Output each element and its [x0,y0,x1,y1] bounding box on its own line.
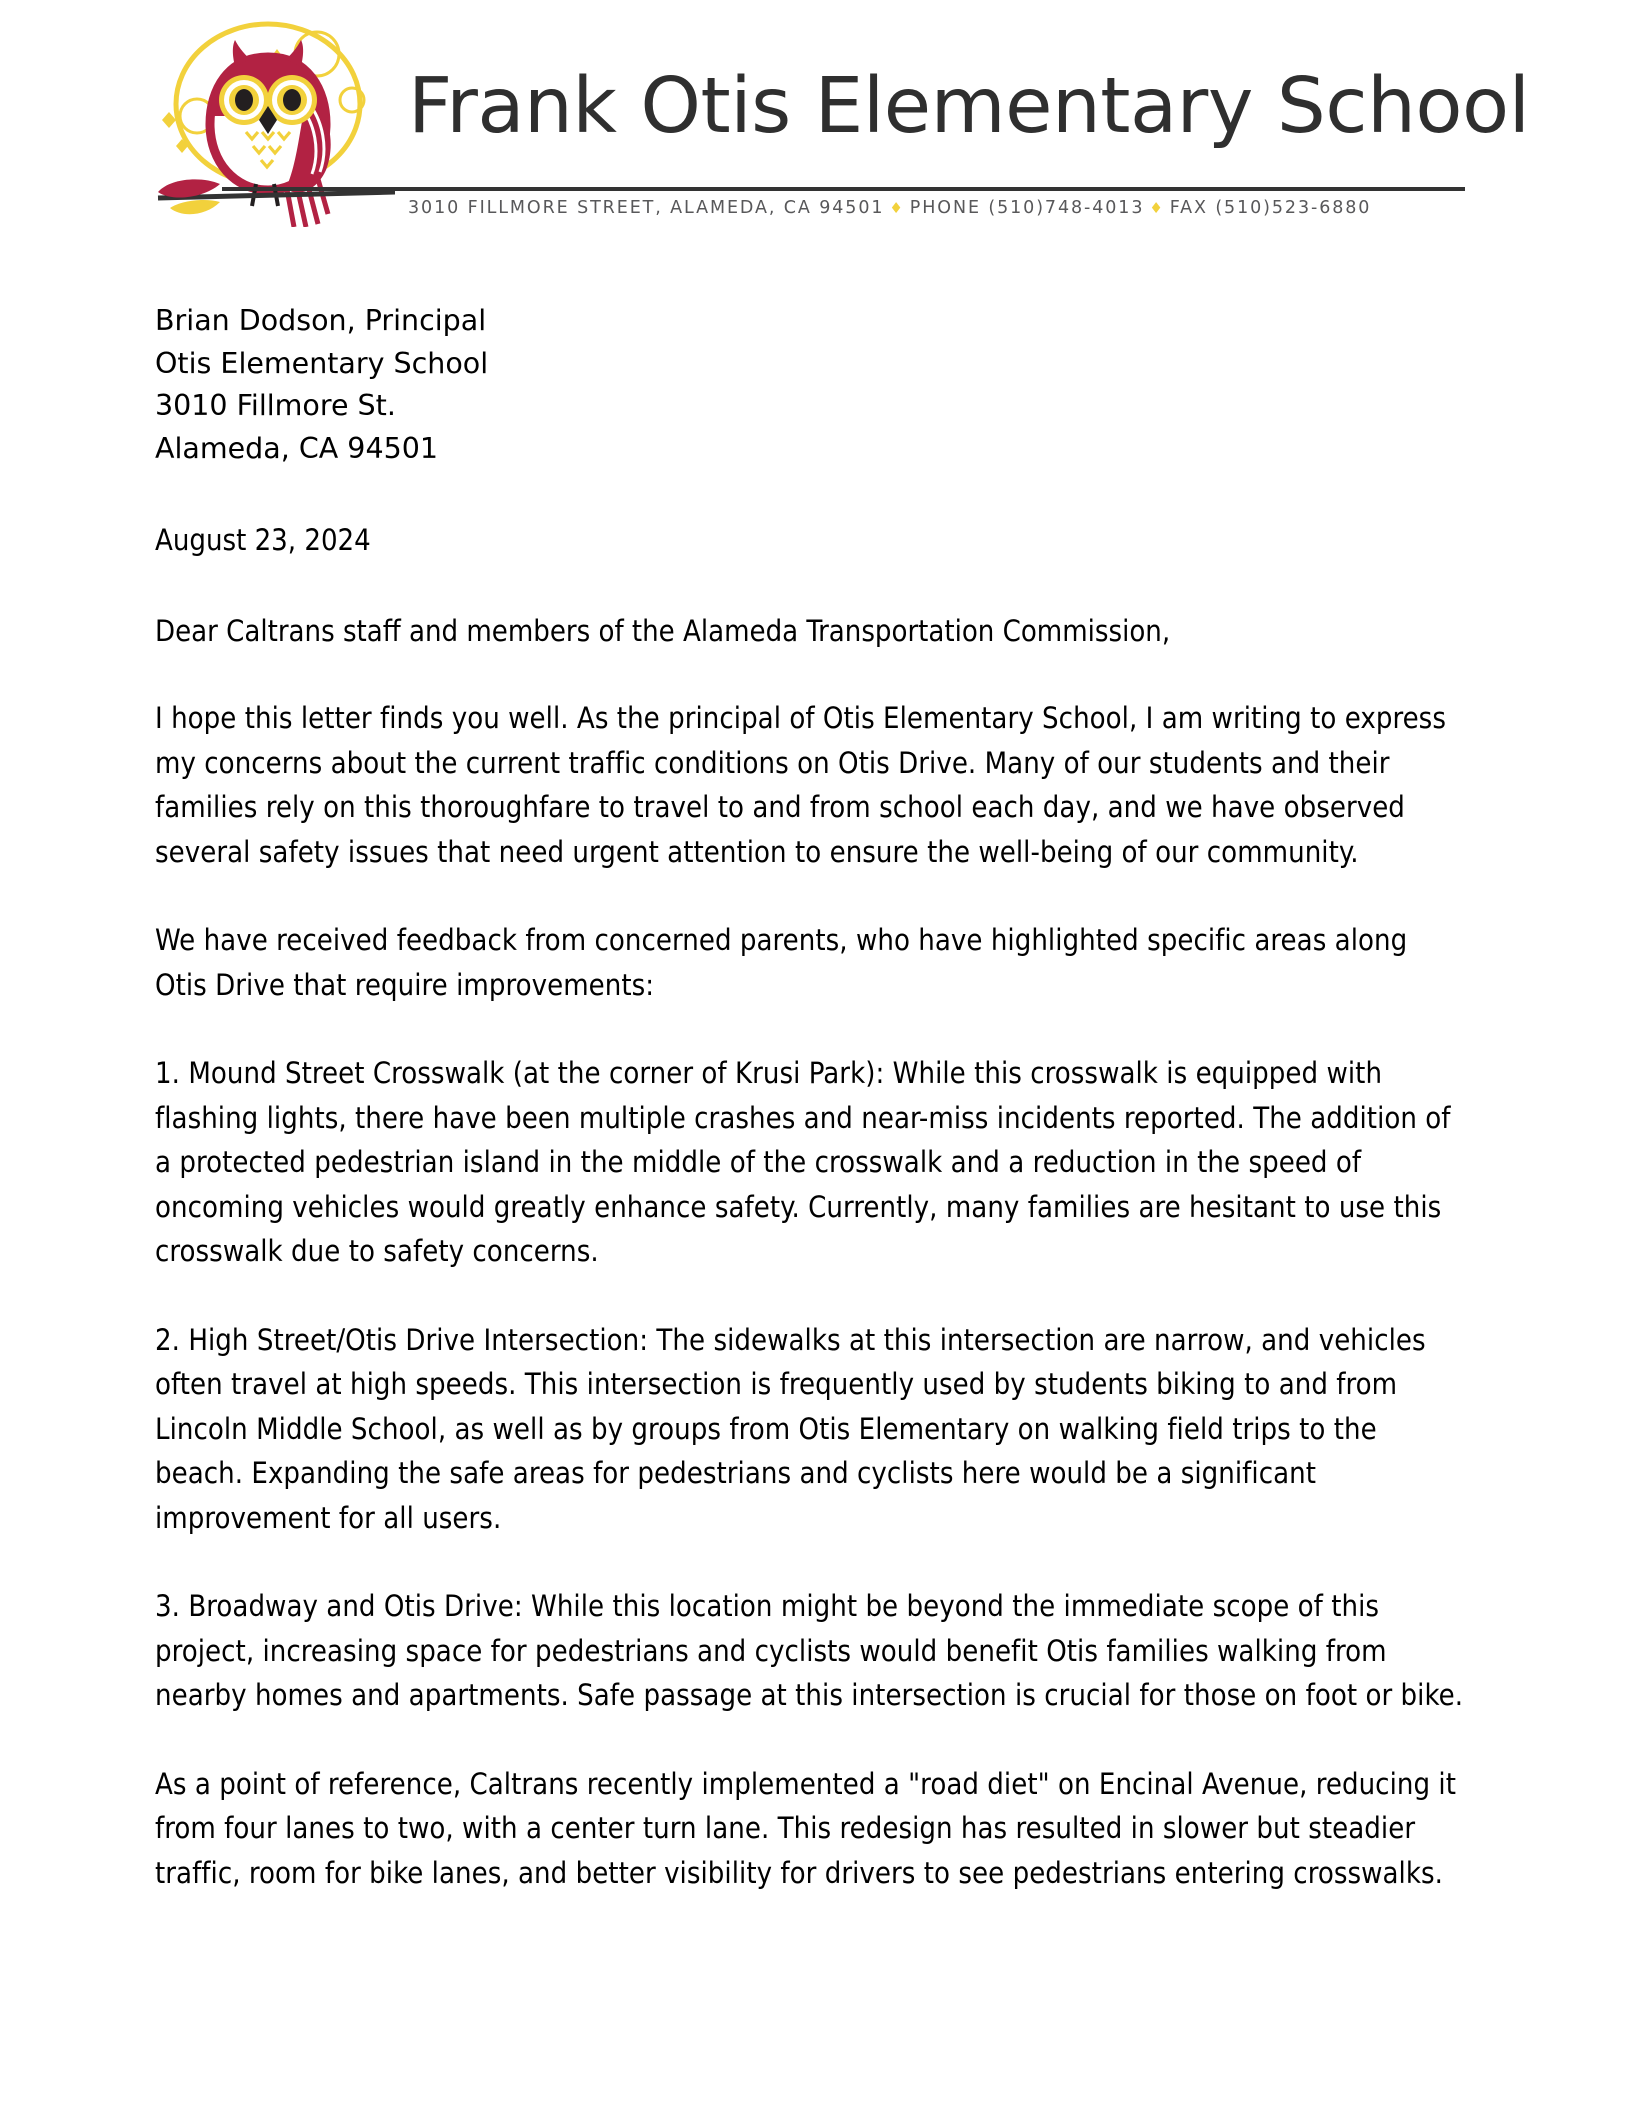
recipient-city-state-zip: Alameda, CA 94501 [155,431,438,465]
recipient-organization: Otis Elementary School [155,346,489,380]
letterhead-divider [222,187,1465,191]
recipient-address-block [155,300,1465,470]
letter-paragraph: 1. Mound Street Crosswalk (at the corner of Krusi Park): While this crosswalk is equipped with flashing lights, there have been multiple crashes and near-miss incidents reported. The addition of a protected pedestrian island in the middle of the crosswalk and a reduction in the speed of oncoming vehicles would greatly enhance safety. Currently, many families are hesitant to use this crosswalk due to safety concerns. [155,1056,1451,1268]
letter-paragraph: 3. Broadway and Otis Drive: While this location might be beyond the immediate scope of this project, increasing space for pedestrians and cyclists would benefit Otis families walking from nearby homes and apartments. Safe passage at this intersection is crucial for those on foot or bike. [155,1589,1464,1712]
letter-paragraph: We have received feedback from concerned parents, who have highlighted specific areas along Otis Drive that require improvements: [155,923,1408,1002]
letterhead-contact-line [408,198,1371,218]
diamond-separator-icon: ♦ [889,199,905,217]
school-wordmark: Frank Otis Elementary School [408,62,1530,151]
recipient-street: 3010 Fillmore St. [155,389,396,422]
letterhead [0,0,1632,235]
letter-paragraph: As a point of reference, Caltrans recently implemented a "road diet" on Encinal Avenue, reducing it from four lanes to two, with a center turn lane. This redesign has resulted in slower but steadier traffic, room for bike lanes, and better visibility for drivers to see pedestrians entering crosswalks. [155,1766,1456,1890]
school-address: 3010 FILLMORE STREET, ALAMEDA, CA 94501 [408,198,885,218]
letter-salutation: Dear Caltrans staff and members of the Alameda Transportation Commission, [155,614,1171,648]
school-fax: FAX (510)523-6880 [1169,198,1372,218]
letter-body [155,300,1465,1895]
owl-logo-icon [140,12,395,227]
letter-paragraph: I hope this letter finds you well. As the principal of Otis Elementary School, I am writing to express my concerns about the current traffic conditions on Otis Drive. Many of our students and their families rely on this thoroughfare to travel to and from school each day, and we have observed several safety issues that need urgent attention to ensure the well-being of our community. [155,701,1446,869]
letter-date: August 23, 2024 [155,523,371,557]
diamond-separator-icon-2: ♦ [1149,199,1165,217]
recipient-name: Brian Dodson, Principal [155,304,487,337]
letter-paragraph: 2. High Street/Otis Drive Intersection: The sidewalks at this intersection are narrow, and vehicles often travel at high speeds. This intersection is frequently used by students biking to and from Lincoln Middle School, as well as by groups from Otis Elementary on walking field trips to the beach. Expanding the safe areas for pedestrians and cyclists here would be a significant improvement for all users. [155,1322,1426,1535]
school-phone: PHONE (510)748-4013 [909,198,1145,218]
